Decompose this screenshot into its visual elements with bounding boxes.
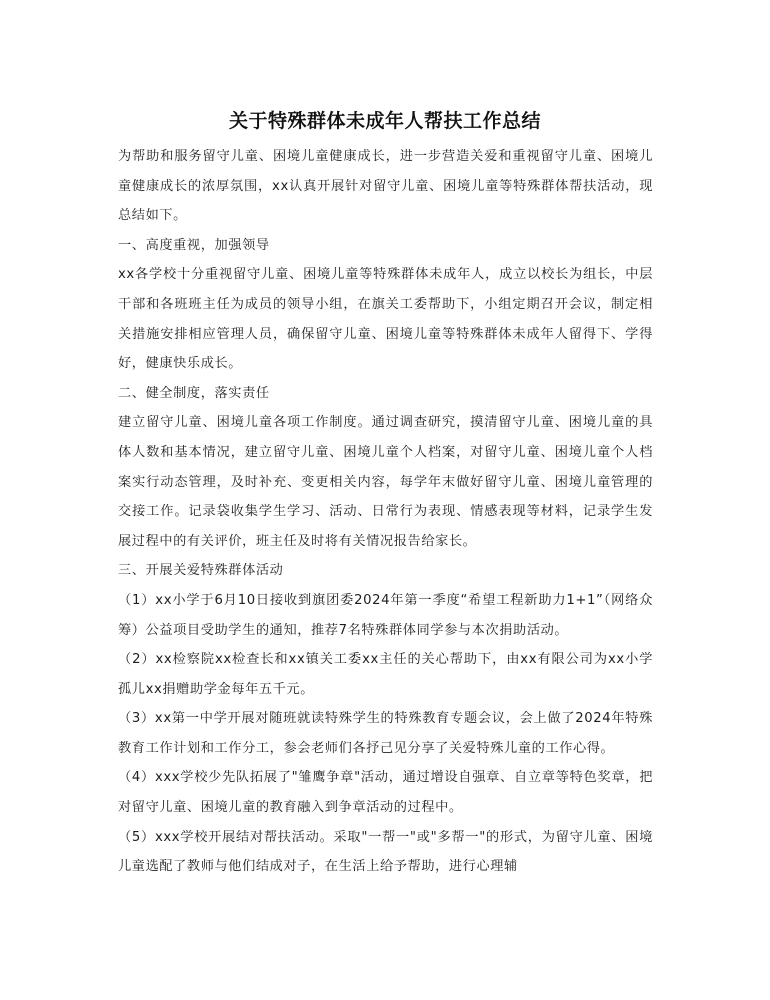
activity-item-5: （5）xxx学校开展结对帮扶活动。采取"一帮一"或"多帮一"的形式，为留守儿童、困境儿童选配了教师与他们结成对子，在生活上给予帮助，进行心理辅 <box>118 829 653 875</box>
section-heading-3: 三、开展关爱特殊群体活动 <box>118 563 284 579</box>
section-1-paragraph: xx各学校十分重视留守儿童、困境儿童等特殊群体未成年人，成立以校长为组长，中层干部和各班班主任为成员的领导小组，在旗关工委帮助下，小组定期召开会议，制定相关措施安排相应管理人员，确保留守儿童、困境儿童等特殊群体未成年人留得下、学得好，健康快乐成长。 <box>118 267 653 372</box>
intro-paragraph: 为帮助和服务留守儿童、困境儿童健康成长，进一步营造关爱和重视留守儿童、困境儿童健康成长的浓厚氛围，xx认真开展针对留守儿童、困境儿童等特殊群体帮扶活动，现总结如下。 <box>118 149 653 224</box>
document-title: 关于特殊群体未成年人帮扶工作总结 <box>228 110 541 132</box>
section-2-paragraph: 建立留守儿童、困境儿童各项工作制度。通过调查研究，摸清留守儿童、困境儿童的具体人数和基本情况，建立留守儿童、困境儿童个人档案，对留守儿童、困境儿童个人档案实行动态管理，及时补充、变更相关内容，每学年末做好留守儿童、困境儿童管理的交接工作。记录袋收集学生学习、活动、日常行为表现、情感表现等材料，记录学生发展过程中的有关评价，班主任及时将有关情况报告给家长。 <box>118 415 653 549</box>
activity-item-4: （4）xxx学校少先队拓展了"雏鹰争章"活动，通过增设自强章、自立章等特色奖章，把对留守儿童、困境儿童的教育融入到争章活动的过程中。 <box>118 770 653 816</box>
section-heading-1: 一、高度重视，加强领导 <box>118 237 270 253</box>
document-body <box>118 142 653 882</box>
activity-item-3: （3）xx第一中学开展对随班就读特殊学生的特殊教育专题会议，会上做了2024年特殊教育工作计划和工作分工，参会老师们各抒己见分享了关爱特殊儿童的工作心得。 <box>118 711 653 756</box>
activity-item-2: （2）xx检察院xx检查长和xx镇关工委xx主任的关心帮助下，由xx有限公司为xx小学孤儿xx捐赠助学金每年五千元。 <box>118 652 653 697</box>
activity-item-1: （1）xx小学于6月10日接收到旗团委2024年第一季度“希望工程新助力1+1”（网络众筹）公益项目受助学生的通知，推荐7名特殊群体同学参与本次捐助活动。 <box>118 592 653 638</box>
section-heading-2: 二、健全制度，落实责任 <box>118 385 270 401</box>
